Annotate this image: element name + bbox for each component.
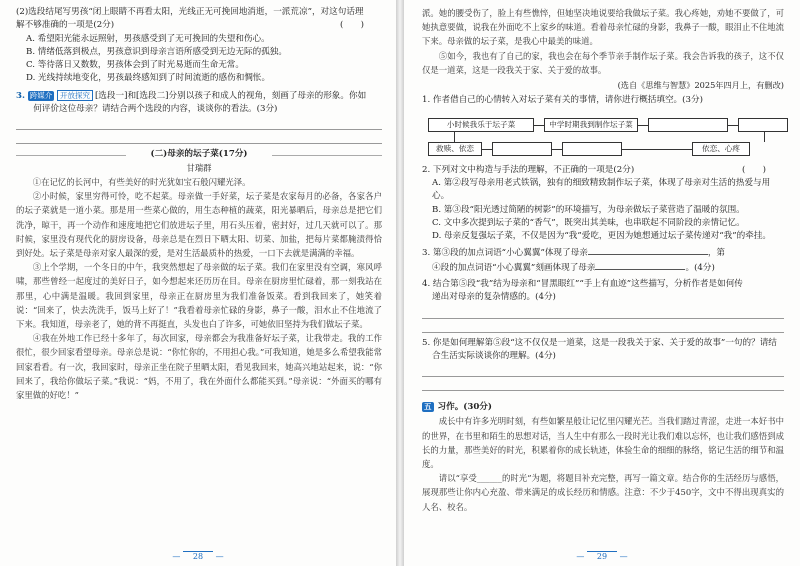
page-number-right: — 29 — <box>576 551 628 561</box>
author-name: 甘瑞群 <box>186 162 212 173</box>
flow-box-middle: 中学时期我到制作坛子菜 <box>544 118 638 132</box>
r-q2-option-c[interactable]: C. 文中多次提到坛子菜的“香气”，既突出其美味，也串联起不同阶段的亲情记忆。 <box>432 217 745 228</box>
flow-box-blank-4[interactable] <box>562 142 622 156</box>
r-q3-text-a: 3. 第③段的加点词语“小心翼翼”体现了母亲 <box>422 248 588 259</box>
flow-connector <box>454 132 455 142</box>
answer-line[interactable] <box>422 321 784 333</box>
q2-option-b[interactable]: B. 情绪低落到极点，男孩意识到母亲言语所感受到无边无际的孤独。 <box>26 46 287 57</box>
r-q2-line <box>422 164 784 177</box>
page-number-right-value: 29 <box>587 551 617 561</box>
q3-number: 3. <box>16 90 25 101</box>
story-text <box>16 175 382 402</box>
answer-line[interactable] <box>422 379 784 391</box>
q3-line-1 <box>16 90 382 103</box>
r-q3-line-2 <box>422 261 784 275</box>
story-continued <box>422 6 784 77</box>
flow-connector <box>552 149 562 150</box>
story-paragraph-2: ②小时候，家里穷得可怜，吃不起菜。母亲做一手好菜，坛子菜是农家每月的必备，各家各户的坛子菜就是一道小菜。那是用一些菜心做的，用生态种植的蔬菜，阳光暴晒后，母亲总是把它们洗净，晾干，再一个动作和速度地把它们放进坛子里，用石头压着，密封好，过几天就可以了。那时候，家里没有现代化的厨房设备，母亲总是在烈日下晒太阳、切菜、加盐，把每片菜都腌渍得恰到好处。坛子菜是母亲对家人最深的爱，是对生活最质朴的热爱，一口下去就是满满的幸福。 <box>16 191 382 258</box>
r-q5-text-1: 5. 你是如何理解第⑤段“这不仅仅是一道菜，这是一段我关于家、关于爱的故事”一句的？请结 <box>422 337 777 348</box>
flow-box-blank-3[interactable] <box>492 142 552 156</box>
composition-prompt <box>422 414 784 513</box>
flow-connector <box>482 149 492 150</box>
r-q3-text-b-tail: 。(4分) <box>685 262 715 273</box>
story-paragraph-5: ⑤如今，我也有了自己的家，我也会在每个季节亲手制作坛子菜。我会告诉我的孩子，这不仅仅是一道菜，这是一段我关于家、关于爱的故事。 <box>422 50 784 75</box>
r-q3-blank-1[interactable] <box>588 246 708 255</box>
page-number-left-value: 28 <box>183 551 213 561</box>
flow-box-feeling-2: 依恋、心疼 <box>692 142 750 156</box>
left-page <box>0 0 396 566</box>
q3-text-1: [选段一]和[选段二]分别以孩子和成人的视角，刻画了母亲的形象。你如 <box>94 90 367 101</box>
r-q2-option-a[interactable]: A. 第②段写母亲用老式铁锅，独有的细致精致制作坛子菜，体现了母亲对生活的热爱与用心。 <box>432 177 771 202</box>
q3-tag-open: 开放探究 <box>57 90 93 101</box>
r-q2-option-b[interactable]: B. 第③段“阳光透过简陋的树影”的环境描写，为母亲做坛子菜营造了温暖的氛围。 <box>432 204 745 215</box>
story-paragraph-4: ④我在外地工作已经十多年了，每次回家，母亲都会为我准备好坛子菜，让我带走。我的工作很忙，很少回家看望母亲。母亲总是说：“你忙你的，不用担心我。”可我知道，她是多么希望我能常回家看看。有一次，我回家时，母亲正坐在院子里晒太阳，看见我回来，她高兴地站起来，说：“你回来了，我给你做坛子菜。”我说：“妈，不用了，我在外面什么都能买到。”母亲说：“外面买的哪有家里做的好吃！” <box>16 333 382 401</box>
answer-line[interactable] <box>16 132 382 144</box>
answer-line[interactable] <box>422 307 784 319</box>
flow-box-blank-1[interactable] <box>648 118 728 132</box>
answer-line[interactable] <box>16 118 382 130</box>
story-paragraph-3: ③上个学期，一个冬日的中午，我突然想起了母亲做的坛子菜。我们在家里没有空调，寒风呼啸，那些曾经一起度过的美好日子，如今想起来还历历在目。母亲在厨房里忙碌着，那一刻我站在那里，心中满是温暖。我回到家里，母亲正在厨房里为我们准备饭菜。看到我回来了，她笑着说：“回来了，快去洗洗手，饭马上好了！”我看着母亲忙碌的身影，鼻子一酸，泪水止不住地流了下来。我知道，母亲老了，她的背不再挺直，头发也白了许多，可她依旧坚持为我们做坛子菜。 <box>16 262 382 329</box>
composition-heading <box>422 401 784 414</box>
flow-connector <box>534 125 544 126</box>
r-q1-text: 1. 作者借自己的心情转入对坛子菜有关的事情，请你进行概括填空。(3分) <box>422 95 703 106</box>
composition-title: 习作。(30分) <box>437 402 492 413</box>
q2-stem-line-2-text: 解不够准确的一项是(2分) <box>16 20 115 31</box>
flow-connector <box>638 125 648 126</box>
q2-option-a[interactable]: A. 希望阳光能永远照射，男孩感受到了无可挽回的失望和伤心。 <box>26 33 270 44</box>
composition-paragraph-1: 成长中有许多光明时刻，有些如繁星般让记忆里闪耀光芒。当我们踏过青涩，走进一本好书中的世界，在书里和陌生的思想对话，当人生中有那么一段时光让我们难以忘怀，也让我们感悟到成长的力量，那些美好的时光，积累着你的成长轨迹，体验生命的细细的脉络，铭记生活的细节和温度。 <box>422 416 784 470</box>
flow-connector <box>764 132 765 142</box>
q2-answer-paren[interactable]: ( ) <box>340 20 364 31</box>
r-q3-blank-2[interactable] <box>595 261 685 270</box>
story-paragraph-4-cont: 派。她的腰受伤了，脸上有些憔悴，但她坚决地说要给我做坛子菜。我心疼她，劝她不要做了，可她执意要做，说我在外面吃不上家乡的味道。看着母亲忙碌的身影，我鼻子一酸，眼泪止不住地流下来。母亲做的坛子菜，是我心中最美的味道。 <box>422 8 784 47</box>
flow-connector <box>728 125 738 126</box>
story-paragraph-1: ①在记忆的长河中，有些美好的时光犹如宝石般闪耀光泽。 <box>32 176 251 187</box>
q3-tag-cross-media: 跨媒介 <box>29 90 53 100</box>
source-citation: (选自《思维与智慧》2025年四月上，有删改) <box>617 80 784 91</box>
q2-stem-line-1: (2)选段结尾写男孩“闭上眼睛不再看太阳，光线正无可挽回地消逝，一派荒凉”，对这句话理 <box>16 7 364 17</box>
q2-stem-line-2 <box>16 19 382 32</box>
r-q4-text-2: 递出对母亲的复杂情感的。(4分) <box>432 292 556 303</box>
r-q5-text-2: 合生活实际谈谈你的理解。(4分) <box>432 350 556 361</box>
book-gutter <box>396 0 404 566</box>
composition-paragraph-2: 请以“享受______的时光”为题，将题目补充完整，再写一篇文章。结合你的生活经历与感悟，展现那些让你内心充盈、带来满足的成长经历和情感。注意：不少于450字，文中不得出现真实的人名、校名。 <box>422 473 784 512</box>
flow-box-feeling-1: 救赎、依恋 <box>428 142 482 156</box>
r-q3-text-a-tail: ，第 <box>707 248 726 259</box>
flow-box-blank-2[interactable] <box>738 118 788 132</box>
right-page <box>404 0 800 566</box>
q2-option-d[interactable]: D. 光线持续地变化，男孩最终感知到了时间流逝的感伤和惆怅。 <box>26 73 271 84</box>
r-q3-text-b: ④段的加点词语“小心翼翼”刻画体现了母亲 <box>432 262 596 273</box>
page-number-left: — 28 — <box>172 551 224 561</box>
flow-diagram <box>426 112 784 162</box>
flow-connector <box>622 149 692 150</box>
r-q2-option-d[interactable]: D. 母亲反复强坛子菜，不仅是因为“我”爱吃，更因为她想通过坛子菜传递对“我”的牵挂。 <box>432 231 771 242</box>
q3-text-2: 何评价这位母亲？请结合两个选段的内容，谈谈你的看法。(3分) <box>33 104 278 115</box>
composition-tag: 五 <box>424 402 432 412</box>
r-q2-text: 2. 下列对文中构造与手法的理解，不正确的一项是(2分) <box>422 164 635 175</box>
answer-line[interactable] <box>422 365 784 377</box>
r-q2-answer-paren[interactable]: ( ) <box>742 164 766 175</box>
section-title: (二)母亲的坛子菜(17分) <box>16 148 382 161</box>
q2-option-c[interactable]: C. 等待落日又数数，男孩体会到了时光易逝而生命无常。 <box>26 60 244 71</box>
flow-box-childhood: 小时候我乐于坛子菜 <box>428 118 534 132</box>
r-q4-text-1: 4. 结合第⑤段“我”结为母亲和“冒黑眼红”“手上有血迹”这些描写，分析作者是如何传 <box>422 278 743 289</box>
r-q3-line-1 <box>422 246 784 260</box>
